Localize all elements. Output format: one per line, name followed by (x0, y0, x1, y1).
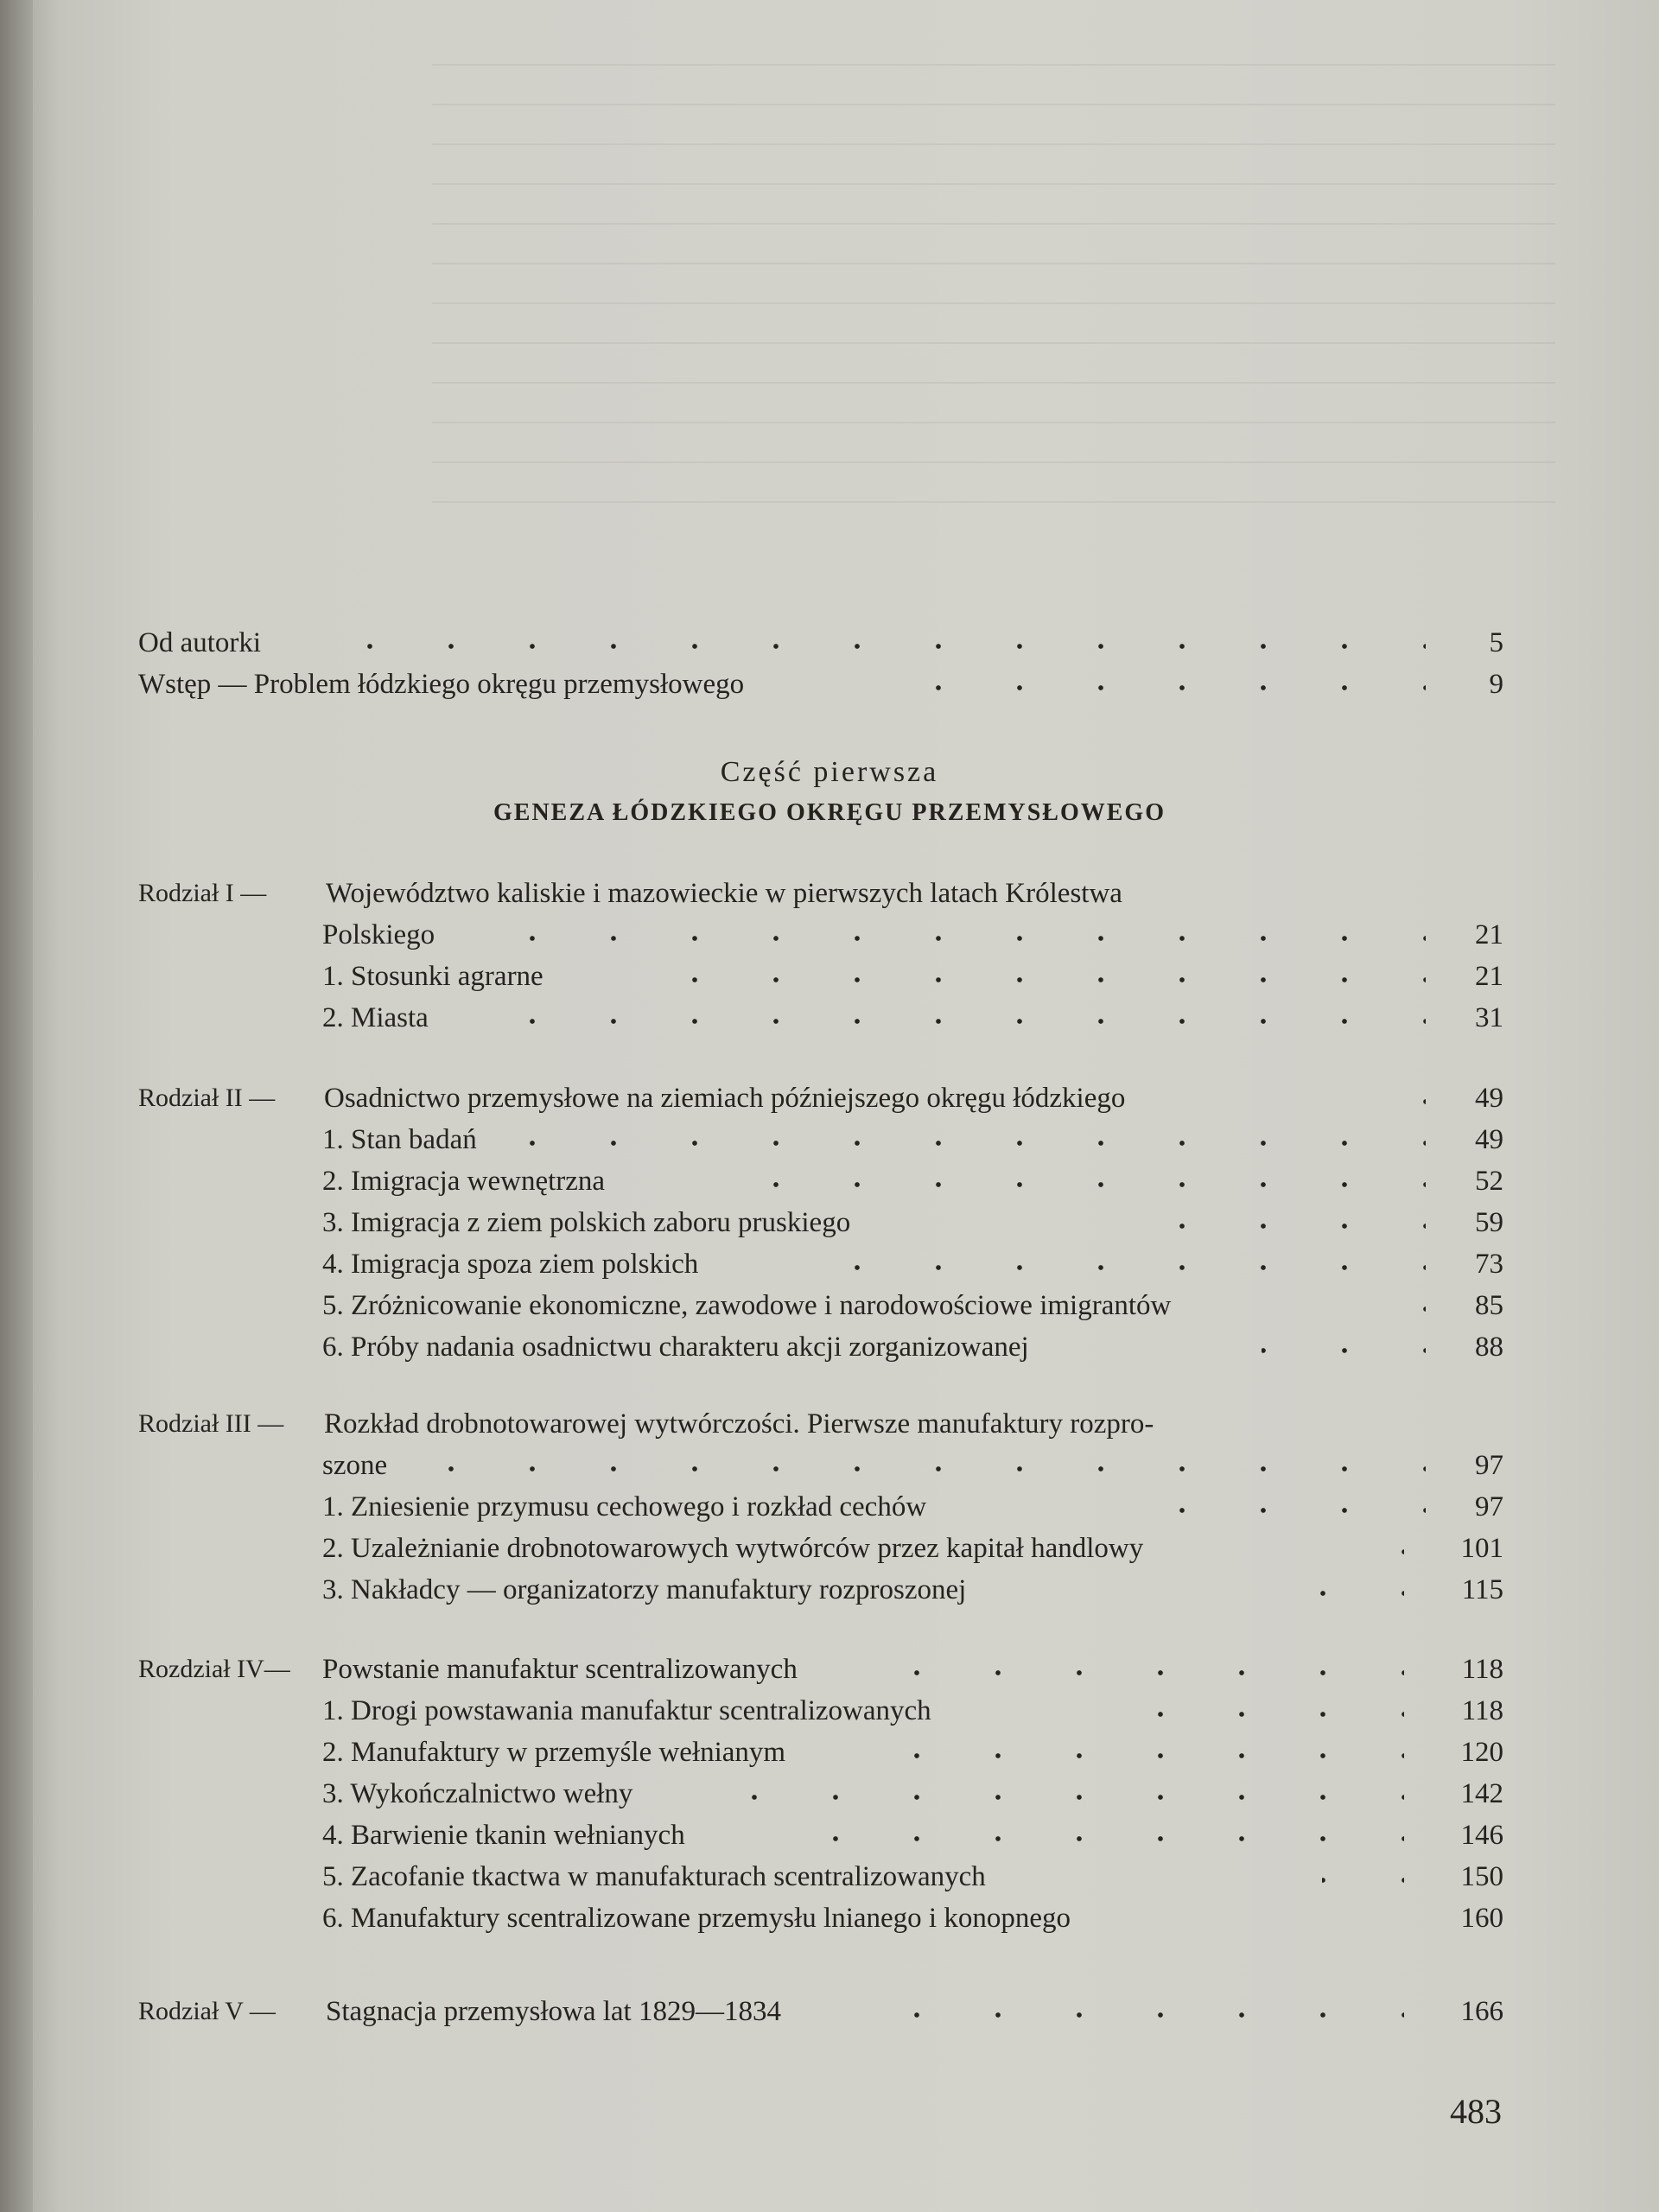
toc-page-number: 59 (1475, 1207, 1503, 1238)
toc-page-number: 31 (1475, 1002, 1503, 1033)
chapter-label: Rozdział IV— (138, 1655, 290, 1683)
section-title: 2. Uzależnianie drobnotowarowych wytwórców przez kapitał handlowy (322, 1533, 1144, 1564)
toc-page-number: 85 (1475, 1290, 1503, 1321)
toc-section (138, 1771, 1503, 1816)
dot-leader (294, 620, 1426, 665)
toc-section (138, 1283, 1503, 1328)
chapter-label: Rodział I — (138, 879, 267, 907)
toc-section (138, 1159, 1503, 1204)
toc-page-number: 9 (1489, 669, 1503, 700)
toc-section (138, 1730, 1503, 1775)
dot-leader (1322, 1854, 1404, 1899)
dot-leader (899, 662, 1426, 707)
section-title: 5. Zróżnicowanie ekonomiczne, zawodowe i narodowościowe imigrantów (322, 1290, 1172, 1321)
dot-leader (1262, 1567, 1404, 1612)
toc-section (138, 995, 1503, 1040)
section-title: 2. Manufaktury w przemyśle wełnianym (322, 1737, 786, 1768)
dot-leader (1391, 1283, 1426, 1328)
section-title: 3. Wykończalnictwo wełny (322, 1778, 633, 1809)
chapter-title-continued (138, 912, 1503, 957)
toc-page-number: 21 (1475, 961, 1503, 992)
dot-leader (458, 995, 1426, 1040)
chapter-title: Polskiego (322, 919, 435, 950)
toc-page-number: 166 (1460, 1996, 1503, 2027)
section-title: 2. Miasta (322, 1002, 429, 1033)
dot-leader (1262, 1325, 1426, 1370)
toc-entry-title: Od autorki (138, 627, 262, 658)
section-title: 3. Imigracja z ziem polskich zaboru pruskiego (322, 1207, 851, 1238)
dot-leader (458, 912, 1426, 957)
section-title: 1. Zniesienie przymusu cechowego i rozkład cechów (322, 1491, 927, 1522)
chapter-title: Powstanie manufaktur scentralizowanych (322, 1654, 798, 1685)
chapter-title: szone (322, 1450, 388, 1481)
binding-gutter (0, 0, 33, 2212)
toc-section (138, 1484, 1503, 1529)
toc-page-number: 97 (1475, 1491, 1503, 1522)
toc-section (138, 1567, 1503, 1612)
page-number: 483 (1450, 2092, 1502, 2131)
toc-page-number: 73 (1475, 1249, 1503, 1280)
dot-leader (890, 1730, 1404, 1775)
section-title: 5. Zacofanie tkactwa w manufakturach scentralizowanych (322, 1861, 986, 1892)
toc-section (138, 954, 1503, 999)
chapter-title: Osadnictwo przemysłowe na ziemiach późniejszego okręgu łódzkiego (324, 1083, 1126, 1114)
toc-entry-title: Wstęp — Problem łódzkiego okręgu przemysłowego (138, 669, 745, 700)
toc-section (138, 1688, 1503, 1733)
bleed-through-text (432, 26, 1555, 510)
toc-page-number: 146 (1460, 1820, 1503, 1851)
section-title: 4. Imigracja spoza ziem polskich (322, 1249, 699, 1280)
part-subtitle: GENEZA ŁÓDZKIEGO OKRĘGU PRZEMYSŁOWEGO (493, 799, 1166, 826)
toc-page-number: 160 (1460, 1903, 1503, 1934)
toc-page-number: 49 (1475, 1124, 1503, 1155)
section-title: 4. Barwienie tkanin wełnianych (322, 1820, 685, 1851)
dot-leader (1391, 1076, 1426, 1121)
toc-page-number: 118 (1461, 1695, 1503, 1726)
toc-page-number: 97 (1475, 1450, 1503, 1481)
toc-page-number: 21 (1475, 919, 1503, 950)
toc-page-number: 150 (1460, 1861, 1503, 1892)
dot-leader (622, 954, 1426, 999)
section-title: 3. Nakładcy — organizatorzy manufaktury rozproszonej (322, 1574, 967, 1605)
chapter-heading (138, 1989, 1503, 2034)
section-title: 6. Próby nadania osadnictwu charakteru akcji zorganizowanej (322, 1332, 1029, 1363)
toc-section (138, 1896, 1503, 1941)
section-title: 1. Stan badań (322, 1124, 477, 1155)
toc-page-number: 52 (1475, 1166, 1503, 1197)
dot-leader (1158, 1484, 1426, 1529)
dot-leader (397, 1443, 1426, 1488)
dot-leader (890, 1647, 1404, 1692)
dot-leader (890, 1989, 1404, 2034)
chapter-heading (138, 1076, 1503, 1121)
dot-leader (847, 1242, 1426, 1287)
chapter-heading (138, 871, 1503, 916)
toc-entry-wstep (138, 662, 1503, 707)
chapter-label: Rodział III — (138, 1409, 284, 1438)
dot-leader (743, 1771, 1404, 1816)
chapter-label: Rodział II — (138, 1084, 276, 1112)
chapter-heading (138, 1647, 1503, 1692)
toc-page-number: 5 (1489, 627, 1503, 658)
toc-page-number: 88 (1475, 1332, 1503, 1363)
section-title: 6. Manufaktury scentralizowane przemysłu lnianego i konopnego (322, 1903, 1071, 1934)
toc-page-number: 49 (1475, 1083, 1503, 1114)
toc-entry-od-autorki (138, 620, 1503, 665)
dot-leader (1158, 1688, 1404, 1733)
chapter-title: Województwo kaliskie i mazowieckie w pierwszych latach Królestwa (326, 878, 1122, 909)
dot-leader (1391, 1526, 1404, 1571)
chapter-title: Stagnacja przemysłowa lat 1829—1834 (326, 1996, 781, 2027)
dot-leader (795, 1813, 1404, 1858)
chapter-heading (138, 1402, 1503, 1446)
toc-section (138, 1200, 1503, 1245)
toc-page-number: 118 (1461, 1654, 1503, 1685)
toc-page-number: 115 (1461, 1574, 1503, 1605)
dot-leader (1158, 1200, 1426, 1245)
part-title: Część pierwsza (720, 756, 939, 788)
section-title: 1. Drogi powstawania manufaktur scentralizowanych (322, 1695, 931, 1726)
chapter-title: Rozkład drobnotowarowej wytwórczości. Pierwsze manufaktury rozpro- (324, 1408, 1154, 1440)
toc-section (138, 1854, 1503, 1899)
toc-section (138, 1813, 1503, 1858)
dot-leader (743, 1159, 1426, 1204)
section-title: 1. Stosunki agrarne (322, 961, 543, 992)
toc-page-number: 101 (1460, 1533, 1503, 1564)
toc-section (138, 1117, 1503, 1162)
section-title: 2. Imigracja wewnętrzna (322, 1166, 606, 1197)
chapter-label: Rodział V — (138, 1997, 276, 2025)
toc-section (138, 1526, 1503, 1571)
toc-section (138, 1242, 1503, 1287)
toc-page-number: 120 (1460, 1737, 1503, 1768)
chapter-title-continued (138, 1443, 1503, 1488)
dot-leader (518, 1117, 1426, 1162)
toc-section (138, 1325, 1503, 1370)
toc-page-number: 142 (1460, 1778, 1503, 1809)
